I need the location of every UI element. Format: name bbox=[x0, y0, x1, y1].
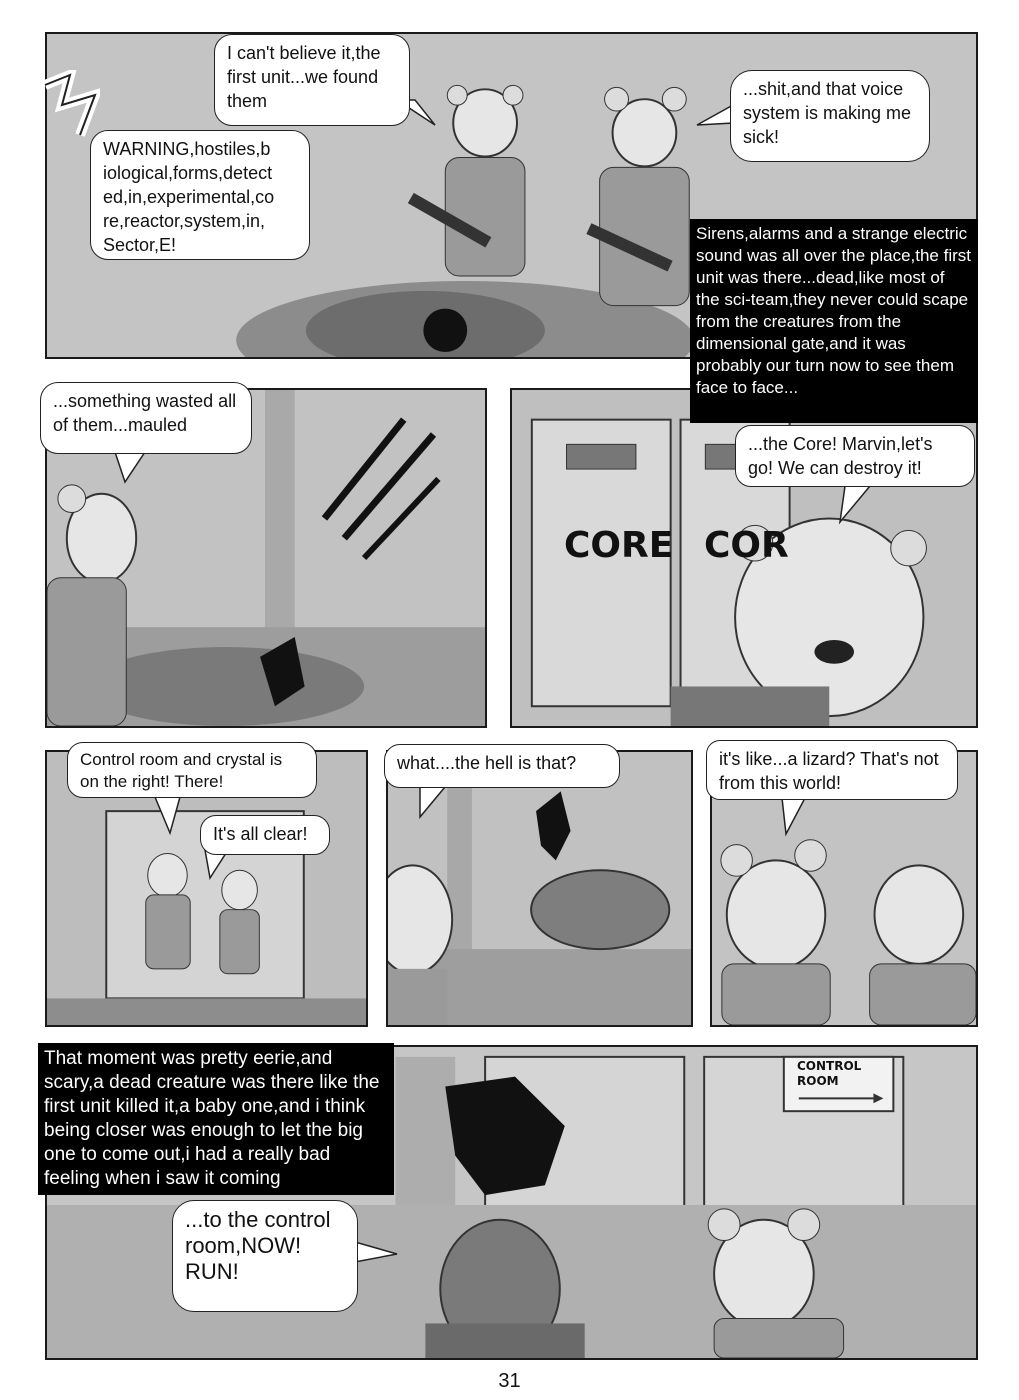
speech-tail bbox=[155, 795, 185, 835]
speech-tail bbox=[835, 484, 875, 524]
control-room-sign-line2: ROOM bbox=[797, 1074, 839, 1088]
speech-tail bbox=[695, 105, 735, 135]
door-sign-core-right: COR bbox=[704, 525, 789, 566]
control-room-sign-line1: CONTROL bbox=[797, 1059, 862, 1073]
speech-tail bbox=[780, 796, 810, 836]
alarm-zigzag-icon bbox=[40, 70, 100, 140]
page-number: 31 bbox=[498, 1370, 521, 1392]
speech-bubble-wasted: ...something wasted all of them...mauled bbox=[40, 382, 252, 454]
speech-bubble-warning: WARNING,hostiles,b iological,forms,detect ed,in,experimental,co re,reactor,system,in, Sector,E! bbox=[90, 130, 310, 260]
speech-bubble-what-is-that: what....the hell is that? bbox=[384, 744, 620, 788]
speech-bubble-lizard: it's like...a lizard? That's not from this world! bbox=[706, 740, 958, 800]
speech-bubble-control-room: Control room and crystal is on the right! There! bbox=[67, 742, 317, 798]
narration-caption-sirens: Sirens,alarms and a strange electric sound was all over the place,the first unit was there...dead,like most of the sci-team,they never could scape from the creatures from the dimensional gate,and it was probably our turn now to see them face to face... bbox=[690, 219, 978, 423]
speech-bubble-all-clear: It's all clear! bbox=[200, 815, 330, 855]
speech-bubble-cant-believe: I can't believe it,the first unit...we found them bbox=[214, 34, 410, 126]
speech-tail bbox=[115, 450, 155, 485]
speech-tail bbox=[415, 785, 450, 820]
speech-bubble-core: ...the Core! Marvin,let's go! We can destroy it! bbox=[735, 425, 975, 487]
narration-caption-eerie: That moment was pretty eerie,and scary,a dead creature was there like the first unit killed it,a baby one,and i think being closer was enough to let the big one to come out,i had a really bad feeling when i saw it coming bbox=[38, 1043, 394, 1195]
speech-bubble-voice-system: ...shit,and that voice system is making me sick! bbox=[730, 70, 930, 162]
speech-bubble-run: ...to the control room,NOW! RUN! bbox=[172, 1200, 358, 1312]
door-sign-core-left: CORE bbox=[564, 525, 674, 566]
speech-tail bbox=[355, 1240, 400, 1270]
